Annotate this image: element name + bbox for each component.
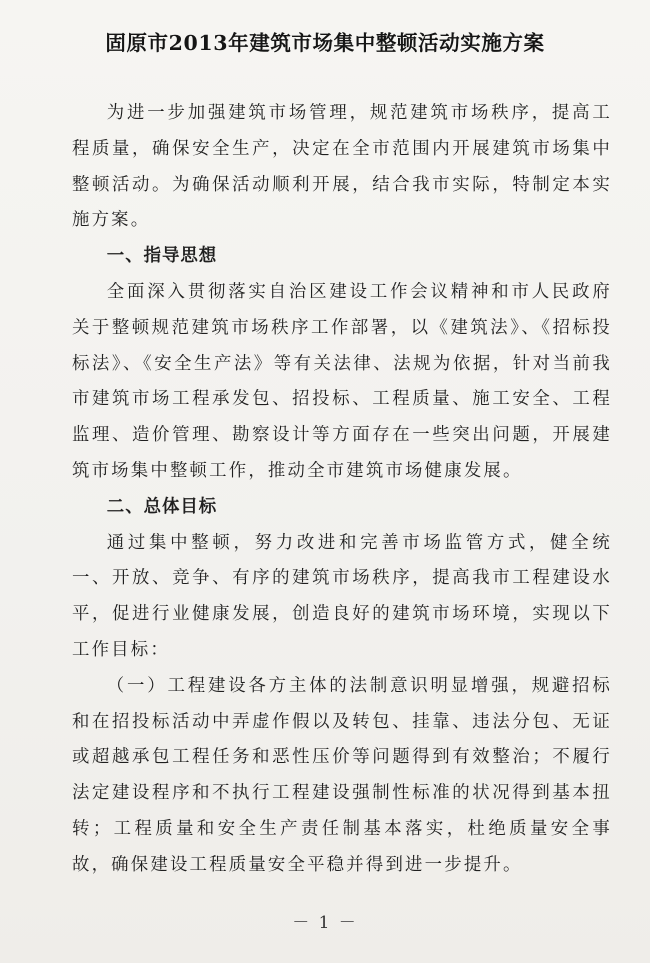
document-title: 固原市2013年建筑市场集中整顿活动实施方案 (105, 31, 545, 55)
section-paragraph-guiding-ideology: 全面深入贯彻落实自治区建设工作会议精神和市人民政府关于整顿规范建筑市场秩序工作部署，以《建筑法》、《招标投标法》、《安全生产法》等有关法律、法规为依据，针对当前我市建筑市场工程承发包、招投标、工程质量、施工安全、工程监理、造价管理、勘察设计等方面存在一些突出问题，开展建筑市场集中整顿工作，推动全市建筑市场健康发展。 (72, 281, 612, 481)
section-paragraph-overall-goals: 通过集中整顿，努力改进和完善市场监管方式，健全统一、开放、竞争、有序的建筑市场秩序，提高我市工程建设水平，促进行业健康发展，创造良好的建筑市场环境，实现以下工作目标： (72, 532, 612, 660)
section-heading-overall-goals: 二、总体目标 (106, 496, 218, 517)
page-number: － 1 － (292, 913, 358, 933)
document-body (72, 96, 612, 884)
intro-paragraph: 为进一步加强建筑市场管理，规范建筑市场秩序，提高工程质量，确保安全生产，决定在全市范围内开展建筑市场集中整顿活动。为确保活动顺利开展，结合我市实际，特制定本实施方案。 (72, 103, 612, 231)
goal-item-1: （一）工程建设各方主体的法制意识明显增强，规避招标和在招投标活动中弄虚作假以及转包、挂靠、违法分包、无证或超越承包工程任务和恶性压价等问题得到有效整治；不履行法定建设程序和不执行工程建设强制性标准的状况得到基本扭转；工程质量和安全生产责任制基本落实，杜绝质量安全事故，确保建设工程质量安全平稳并得到进一步提升。 (72, 675, 612, 875)
section-heading-guiding-ideology: 一、指导思想 (106, 246, 218, 267)
